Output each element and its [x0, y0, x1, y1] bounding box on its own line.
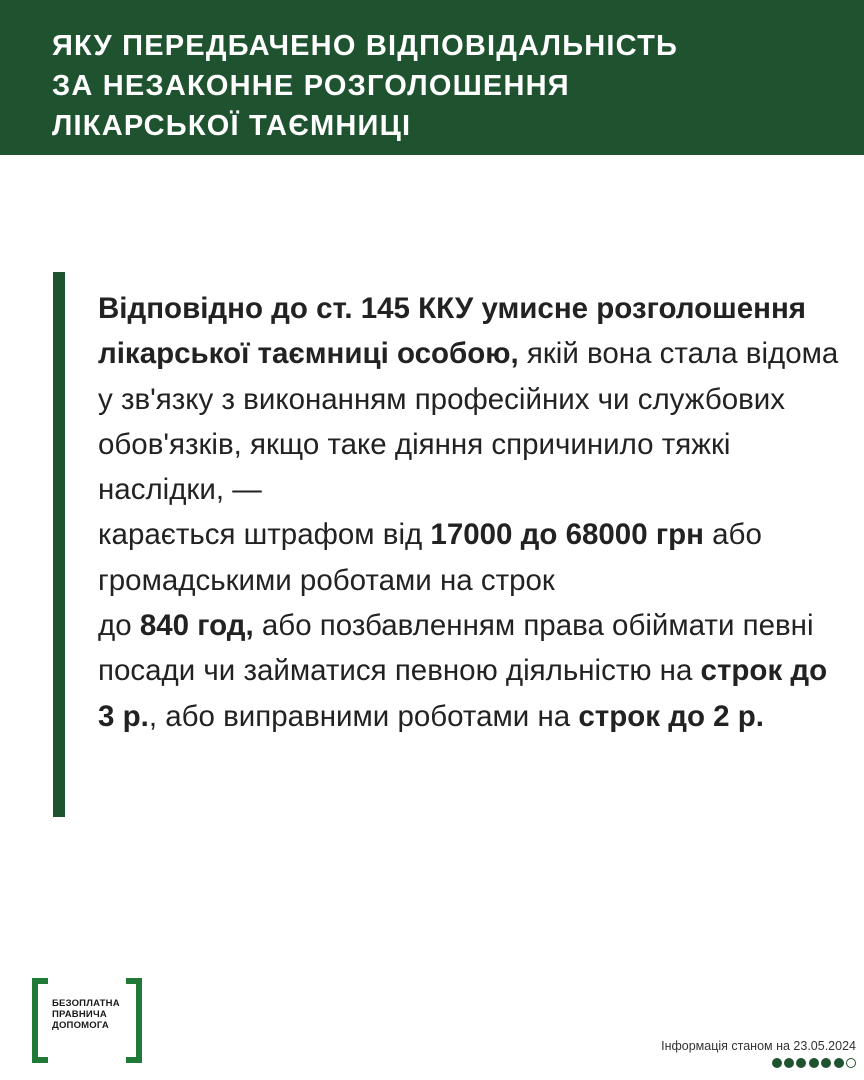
logo-line-3: ДОПОМОГА	[52, 1020, 109, 1031]
page-dot	[834, 1058, 844, 1068]
page-dot	[796, 1058, 806, 1068]
fine-amount: 17000 до 68000 грн	[430, 518, 704, 552]
page-title	[52, 26, 832, 146]
quote-text-3: або громадськими роботами на строк	[98, 518, 762, 597]
logo-left-bracket	[32, 978, 48, 1063]
page-indicator	[772, 1058, 856, 1068]
title-line-3: ЛІКАРСЬКОЇ ТАЄМНИЦІ	[52, 110, 412, 142]
title-line-1: ЯКУ ПЕРЕДБАЧЕНО ВІДПОВІДАЛЬНІСТЬ	[52, 30, 679, 62]
hours-amount: 840 год,	[139, 609, 254, 643]
quote-accent-bar	[53, 272, 65, 817]
term-2-years: строк до 2 р.	[578, 699, 764, 733]
legal-quote	[98, 286, 848, 739]
logo-right-bracket	[126, 978, 142, 1063]
free-legal-aid-logo	[32, 978, 142, 1055]
info-date: Інформація станом на 23.05.2024	[661, 1039, 856, 1053]
quote-text-6: , або виправними роботами на	[148, 699, 579, 733]
page-dot	[772, 1058, 782, 1068]
quote-text-5: або позбавленням права обіймати певні посади чи займатися певною діяльністю на	[98, 609, 814, 688]
title-line-2: ЗА НЕЗАКОННЕ РОЗГОЛОШЕННЯ	[52, 70, 570, 102]
quote-text-2: карається штрафом від	[98, 518, 431, 552]
quote-text-1: якій вона стала відома у зв'язку з виконанням професійних чи службових обов'язків, якщо таке діяння спричинило тяжкі наслідки, —	[98, 337, 839, 507]
logo-text	[52, 998, 132, 1031]
logo-line-2: ПРАВНИЧА	[52, 1009, 107, 1020]
header-banner	[0, 0, 864, 155]
page-dot	[784, 1058, 794, 1068]
term-3-years: строк до 3 р.	[98, 654, 828, 733]
page-dot-current	[846, 1058, 856, 1068]
quote-text-4: до	[98, 609, 140, 643]
page-dot	[821, 1058, 831, 1068]
article-reference: Відповідно до ст. 145 ККУ умисне розголошення лікарської таємниці особою,	[98, 292, 806, 371]
logo-line-1: БЕЗОПЛАТНА	[52, 998, 120, 1009]
page-dot	[809, 1058, 819, 1068]
